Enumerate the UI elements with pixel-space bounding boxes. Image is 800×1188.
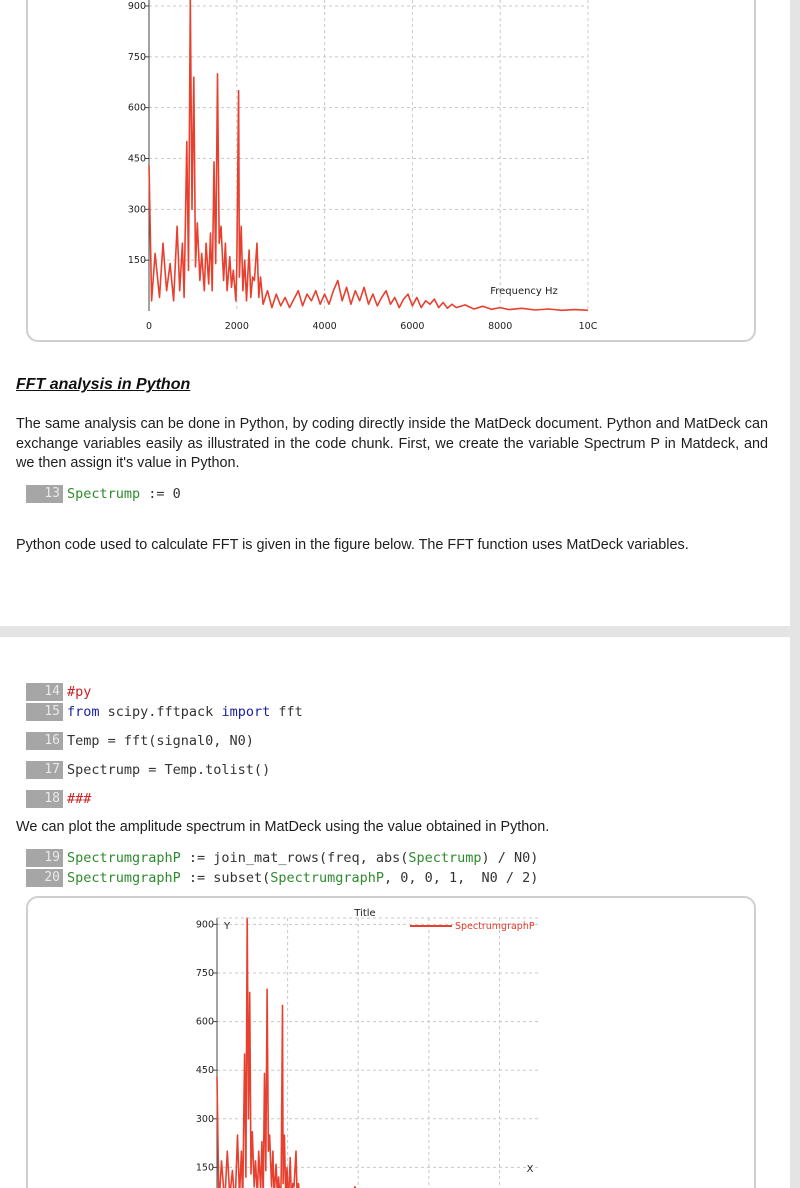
x-tick-label: 0 [145,321,153,332]
spectrum-series-line [149,0,588,310]
code-line-20[interactable] [26,868,538,888]
chart-title: Title [354,908,376,919]
x-tick-label: 4000 [312,321,337,332]
y-tick-label: 750 [127,51,146,63]
line-number: 14 [26,683,63,701]
line-number: 17 [26,761,63,779]
y-tick-label: 450 [127,153,146,165]
line-number: 20 [26,869,63,887]
code-text[interactable]: Spectrump := 0 [67,486,181,502]
x-tick-label: 6000 [400,321,425,332]
code-text[interactable]: from scipy.fftpack import fft [67,704,303,720]
paragraph-fft-code: Python code used to calculate FFT is given in the figure below. The FFT function uses MatDeck variables. [16,537,689,553]
spectrum-chart-2-svg [28,898,756,1188]
y-tick-label: 600 [195,1016,214,1028]
code-line-15[interactable] [26,702,303,722]
code-line-17[interactable] [26,760,303,780]
spectrum-chart-1-svg [28,0,756,342]
y-tick-label: 900 [195,919,214,931]
y-axis-label: Y [224,921,231,932]
spectrum-series-line [217,918,538,1188]
line-number: 16 [26,732,63,750]
code-text[interactable]: Temp = fft(signal0, N0) [67,733,254,749]
legend-label: SpectrumgraphP [455,921,535,932]
code-text[interactable]: #py [67,684,92,700]
code-line-14[interactable] [26,682,303,702]
paragraph-plot-spectrum: We can plot the amplitude spectrum in MatDeck using the value obtained in Python. [16,819,550,835]
x-tick-label: 2000 [224,321,249,332]
x-tick-label: 10C [578,321,598,332]
code-text[interactable]: ### [67,791,92,807]
spectrum-plot-2 [26,896,756,1188]
y-tick-label: 150 [195,1162,214,1174]
code-text[interactable]: SpectrumgraphP := subset(SpectrumgraphP, 0, 0, 1, N0 / 2) [67,870,539,886]
code-chunk-1[interactable] [26,484,181,504]
code-text[interactable]: Spectrump = Temp.tolist() [67,762,271,778]
y-tick-label: 900 [127,1,146,12]
code-text[interactable]: SpectrumgraphP := join_mat_rows(freq, abs(Spectrump) / N0) [67,850,539,866]
section-heading: FFT analysis in Python [16,376,191,393]
code-line-18[interactable] [26,789,303,809]
x-axis-label: Frequency Hz [490,286,558,297]
y-tick-label: 300 [195,1113,214,1125]
y-tick-label: 600 [127,102,146,114]
code-chunk-graph[interactable] [26,848,538,888]
spectrum-plot-1 [26,0,756,342]
y-tick-label: 300 [127,204,146,216]
document-page-2 [0,637,790,1188]
code-line-16[interactable] [26,731,303,751]
code-line-13[interactable] [26,484,181,504]
y-tick-label: 150 [127,255,146,267]
line-number: 13 [26,485,63,503]
line-number: 15 [26,703,63,721]
code-chunk-python[interactable] [26,682,303,809]
x-tick-label: 8000 [488,321,513,332]
line-number: 19 [26,849,63,867]
y-tick-label: 450 [195,1065,214,1077]
paragraph-intro: The same analysis can be done in Python, by coding directly inside the MatDeck document. Python and MatDeck can exchange variables easily as illustrated in the code chunk. First, we create the variable Spectrum P in Matdeck, and we then assign it's value in Python. [16,416,768,471]
y-tick-label: 750 [195,968,214,979]
line-number: 18 [26,790,63,808]
x-axis-label: X [526,1164,534,1175]
code-line-19[interactable] [26,848,538,868]
